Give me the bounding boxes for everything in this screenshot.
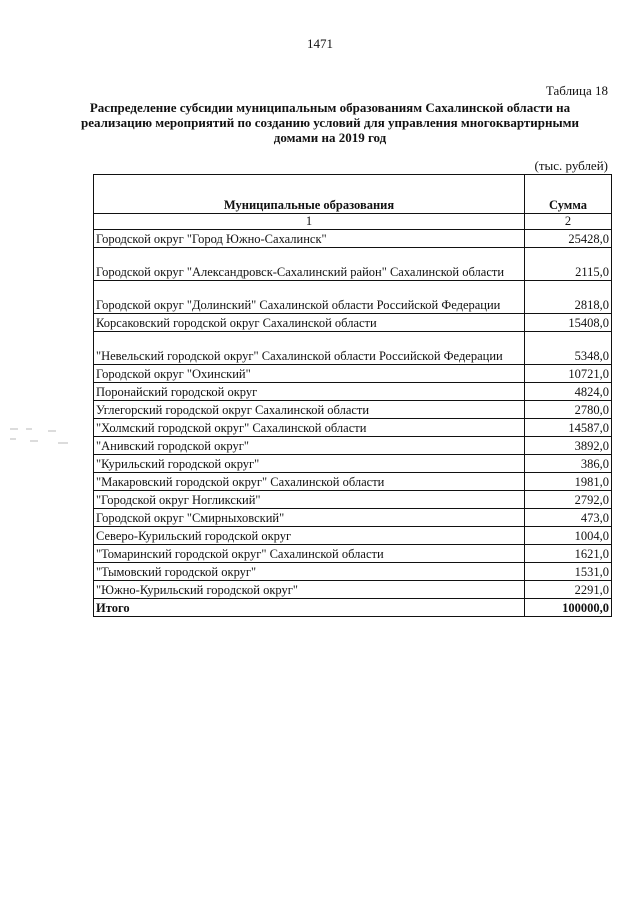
subsidy-sum: 10721,0 (525, 365, 612, 383)
column-number-2: 2 (525, 214, 612, 230)
table-row (94, 230, 612, 248)
subsidy-sum: 25428,0 (525, 230, 612, 248)
document-title: Распределение субсидии муниципальным образованиям Сахалинской области на реализацию мероприятий по созданию условий для управления многоквартирными домами на 2019 год (81, 100, 579, 145)
municipality-name: Городской округ "Охинский" (94, 365, 525, 383)
subsidy-sum: 386,0 (525, 455, 612, 473)
subsidy-sum: 2115,0 (525, 248, 612, 281)
table-row (94, 473, 612, 491)
table-row (94, 545, 612, 563)
subsidy-sum: 3892,0 (525, 437, 612, 455)
table-row (94, 455, 612, 473)
table-label: Таблица 18 (545, 83, 608, 98)
table-row (94, 509, 612, 527)
column-number-1: 1 (94, 214, 525, 230)
subsidy-sum: 473,0 (525, 509, 612, 527)
municipality-name: "Тымовский городской округ" (94, 563, 525, 581)
table-row (94, 419, 612, 437)
municipality-name: Северо-Курильский городской округ (94, 527, 525, 545)
municipality-name: Поронайский городской округ (94, 383, 525, 401)
municipality-name: "Анивский городской округ" (94, 437, 525, 455)
subsidy-sum: 2792,0 (525, 491, 612, 509)
total-row (94, 599, 612, 617)
subsidy-sum: 1531,0 (525, 563, 612, 581)
table-row (94, 314, 612, 332)
municipality-name: "Томаринский городской округ" Сахалинской области (94, 545, 525, 563)
municipality-name: Городской округ "Александровск-Сахалинский район" Сахалинской области (94, 248, 525, 281)
municipality-name: Городской округ "Долинский" Сахалинской области Российской Федерации (94, 281, 525, 314)
table-row (94, 491, 612, 509)
table-row (94, 563, 612, 581)
table-row (94, 581, 612, 599)
table-row (94, 401, 612, 419)
header-sum: Сумма (525, 175, 612, 214)
subsidy-sum: 5348,0 (525, 332, 612, 365)
municipality-name: "Холмский городской округ" Сахалинской области (94, 419, 525, 437)
table-row (94, 437, 612, 455)
page-number: 1471 (307, 36, 333, 51)
table-row (94, 281, 612, 314)
municipality-name: Корсаковский городской округ Сахалинской области (94, 314, 525, 332)
municipality-name: "Городской округ Ногликский" (94, 491, 525, 509)
subsidy-sum: 2818,0 (525, 281, 612, 314)
municipality-name: "Невельский городской округ" Сахалинской области Российской Федерации (94, 332, 525, 365)
municipality-name: Городской округ "Город Южно-Сахалинск" (94, 230, 525, 248)
municipality-name: "Южно-Курильский городской округ" (94, 581, 525, 599)
table-row (94, 248, 612, 281)
table-row (94, 383, 612, 401)
units-label: (тыс. рублей) (534, 158, 608, 173)
table-row (94, 332, 612, 365)
subsidy-sum: 14587,0 (525, 419, 612, 437)
total-label: Итого (94, 599, 525, 617)
total-sum: 100000,0 (525, 599, 612, 617)
header-municipality: Муниципальные образования (94, 175, 525, 214)
scan-artifact (8, 425, 78, 449)
municipality-name: Городской округ "Смирныховский" (94, 509, 525, 527)
subsidy-sum: 4824,0 (525, 383, 612, 401)
subsidy-sum: 15408,0 (525, 314, 612, 332)
subsidy-sum: 2291,0 (525, 581, 612, 599)
subsidy-sum: 1621,0 (525, 545, 612, 563)
municipality-name: Углегорский городской округ Сахалинской области (94, 401, 525, 419)
municipality-name: "Макаровский городской округ" Сахалинской области (94, 473, 525, 491)
municipality-name: "Курильский городской округ" (94, 455, 525, 473)
subsidy-table (93, 174, 612, 617)
table-row (94, 527, 612, 545)
table-row (94, 365, 612, 383)
subsidy-sum: 1981,0 (525, 473, 612, 491)
subsidy-sum: 2780,0 (525, 401, 612, 419)
subsidy-sum: 1004,0 (525, 527, 612, 545)
